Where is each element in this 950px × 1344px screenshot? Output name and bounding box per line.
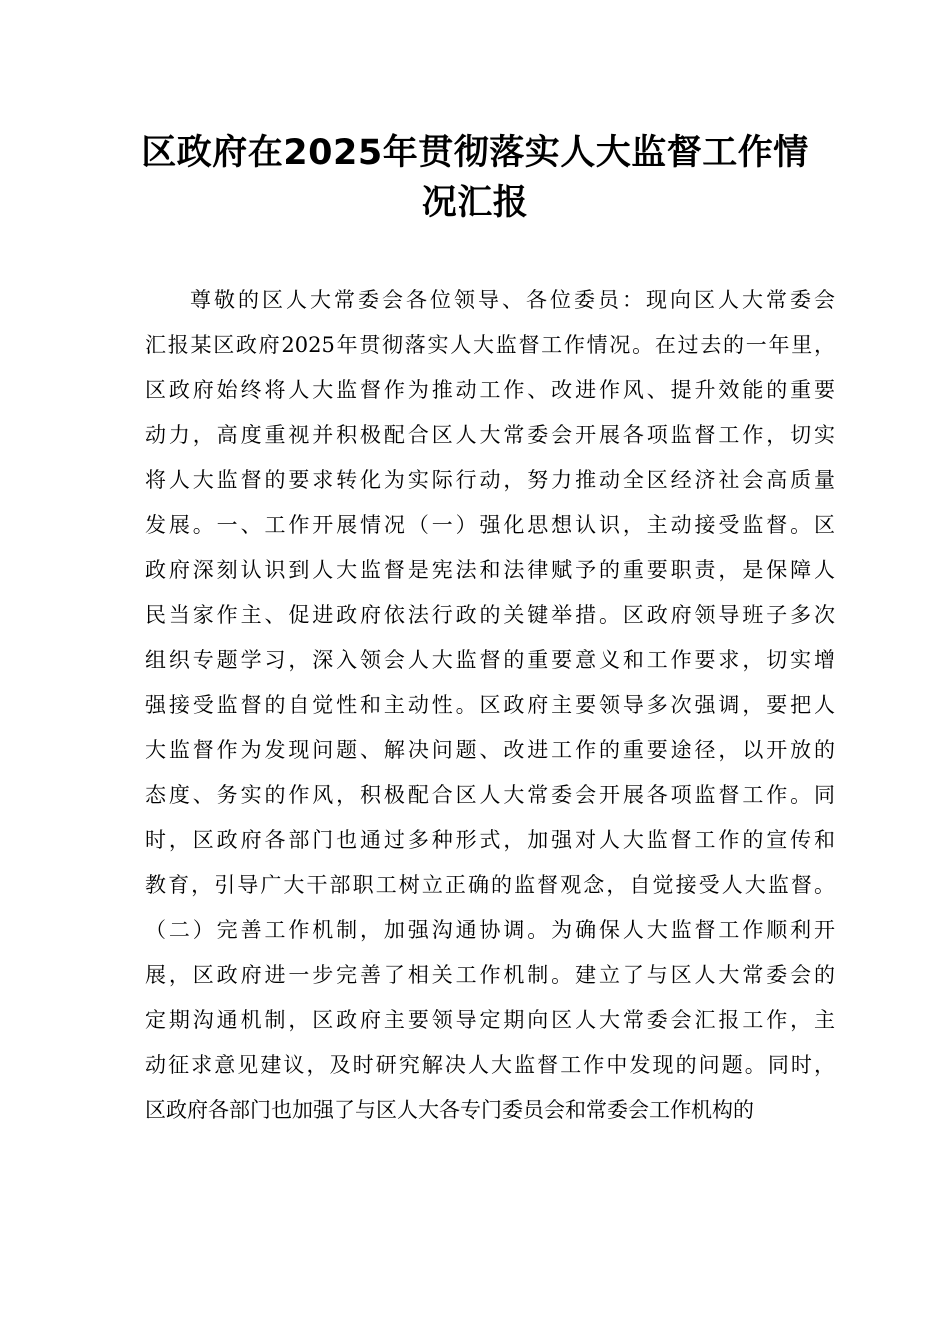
title-line-1: 区政府在2025年贯彻落实人大监督工作情 (141, 133, 809, 173)
body-line: 组织专题学习，深入领会人大监督的重要意义和工作要求，切实增 (145, 648, 835, 672)
body-line: 发展。一、工作开展情况（一）强化思想认识，主动接受监督。区 (145, 513, 835, 537)
title-line-2: 况汇报 (421, 183, 529, 223)
body-line: 汇报某区政府2025年贯彻落实人大监督工作情况。在过去的一年里， (145, 333, 835, 357)
body-line: 政府深刻认识到人大监督是宪法和法律赋予的重要职责，是保障人 (145, 558, 835, 582)
document-body (145, 278, 835, 1133)
body-line: 民当家作主、促进政府依法行政的关键举措。区政府领导班子多次 (145, 603, 835, 627)
body-line: 尊敬的区人大常委会各位领导、各位委员：现向区人大常委会 (190, 288, 835, 312)
body-line: 定期沟通机制，区政府主要领导定期向区人大常委会汇报工作，主 (145, 1008, 835, 1032)
body-line: 区政府各部门也加强了与区人大各专门委员会和常委会工作机构的 (145, 1098, 754, 1122)
body-line: 动力，高度重视并积极配合区人大常委会开展各项监督工作，切实 (145, 423, 835, 447)
document-title (120, 128, 830, 228)
body-line: 态度、务实的作风，积极配合区人大常委会开展各项监督工作。同 (145, 783, 835, 807)
body-line: 将人大监督的要求转化为实际行动，努力推动全区经济社会高质量 (145, 468, 835, 492)
body-line: 动征求意见建议，及时研究解决人大监督工作中发现的问题。同时， (145, 1053, 835, 1077)
body-line: 时，区政府各部门也通过多种形式，加强对人大监督工作的宣传和 (145, 828, 835, 852)
body-line: （二）完善工作机制，加强沟通协调。为确保人大监督工作顺利开 (145, 918, 835, 942)
body-line: 区政府始终将人大监督作为推动工作、改进作风、提升效能的重要 (145, 378, 835, 402)
body-line: 教育，引导广大干部职工树立正确的监督观念，自觉接受人大监督。 (145, 873, 835, 897)
body-line: 强接受监督的自觉性和主动性。区政府主要领导多次强调，要把人 (145, 693, 835, 717)
body-line: 大监督作为发现问题、解决问题、改进工作的重要途径，以开放的 (145, 738, 835, 762)
body-line: 展，区政府进一步完善了相关工作机制。建立了与区人大常委会的 (145, 963, 835, 987)
